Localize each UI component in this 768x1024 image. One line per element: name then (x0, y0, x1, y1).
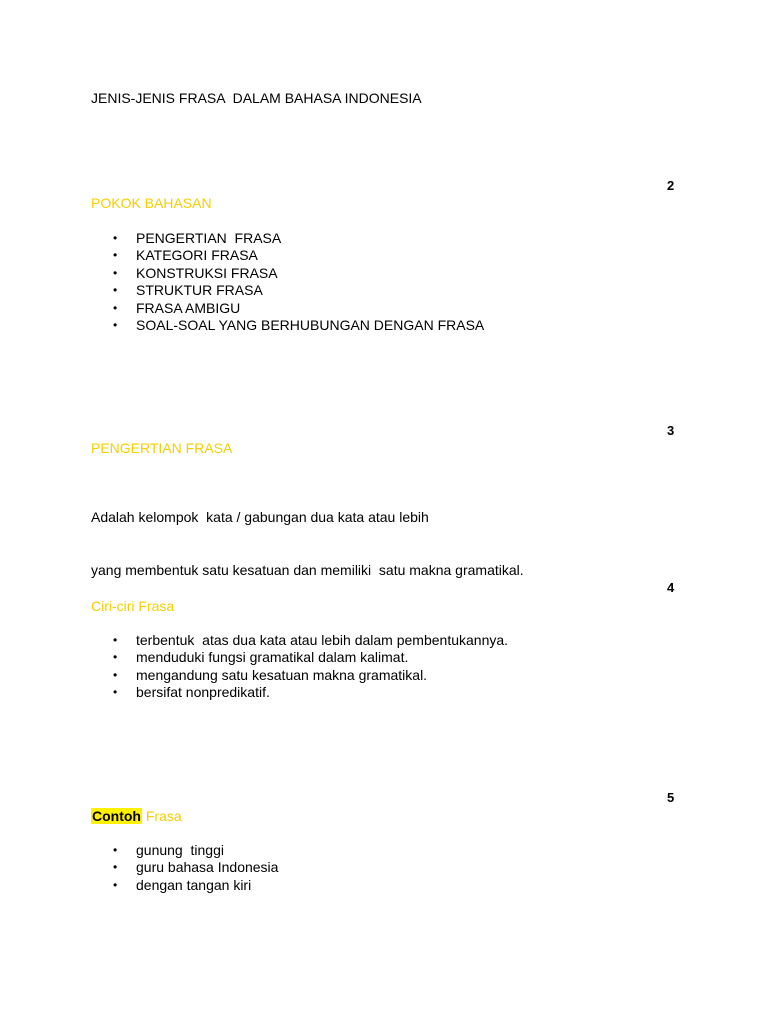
list-item: • FRASA AMBIGU (113, 300, 484, 317)
list-item: • bersifat nonpredikatif. (113, 684, 508, 701)
list-item: • menduduki fungsi gramatikal dalam kalimat. (113, 649, 508, 666)
heading-pengertian-frasa: PENGERTIAN FRASA (91, 440, 233, 456)
list-item: • STRUKTUR FRASA (113, 282, 484, 299)
heading-contoh-frasa (91, 807, 182, 825)
list-item: • SOAL-SOAL YANG BERHUBUNGAN DENGAN FRASA (113, 317, 484, 334)
list-item: • PENGERTIAN FRASA (113, 230, 484, 247)
list-item: • mengandung satu kesatuan makna gramatikal. (113, 667, 508, 684)
document-title: JENIS-JENIS FRASA DALAM BAHASA INDONESIA (91, 90, 422, 106)
definition-line: Adalah kelompok kata / gabungan dua kata atau lebih (91, 509, 429, 525)
page-number-4: 4 (667, 580, 675, 595)
list-item: • gunung tinggi (113, 842, 278, 859)
heading-pokok-bahasan: POKOK BAHASAN (91, 195, 212, 211)
definition-line: yang membentuk satu kesatuan dan memiliki satu makna gramatikal. (91, 561, 524, 578)
heading-rest: Frasa (141, 808, 182, 824)
list-item: • terbentuk atas dua kata atau lebih dalam pembentukannya. (113, 632, 508, 649)
contoh-list (113, 842, 278, 894)
pokok-bahasan-list (113, 230, 484, 334)
definition-paragraph (91, 474, 524, 597)
page-number-5: 5 (667, 790, 675, 805)
highlighted-word: Contoh (92, 808, 141, 824)
list-item: • dengan tangan kiri (113, 877, 278, 894)
list-item: • KATEGORI FRASA (113, 247, 484, 264)
list-item: • guru bahasa Indonesia (113, 859, 278, 876)
page-number-2: 2 (667, 178, 675, 193)
list-item: • KONSTRUKSI FRASA (113, 265, 484, 282)
page-number-3: 3 (667, 423, 675, 438)
ciri-ciri-list (113, 632, 508, 702)
heading-ciri-ciri-frasa: Ciri-ciri Frasa (91, 598, 175, 614)
